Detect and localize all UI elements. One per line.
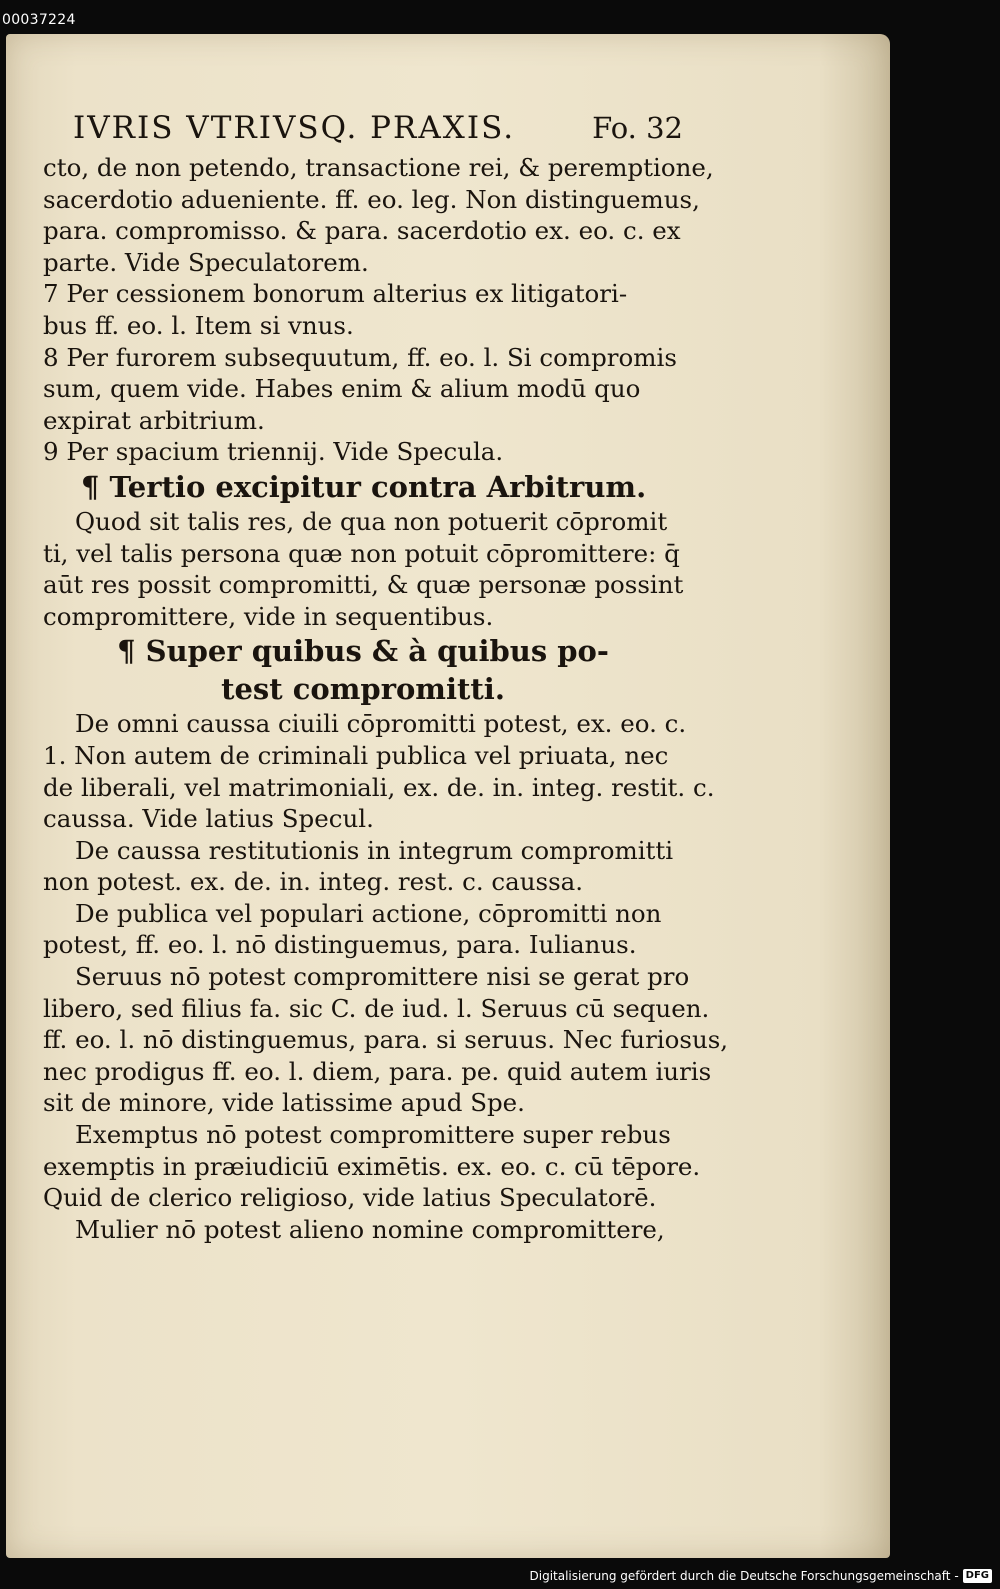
text-line: ti, vel talis persona quæ non potuit cōpromittere: q̄ [43, 538, 680, 568]
text-line: ff. eo. l. nō distinguemus, para. si seruus. Nec furiosus, [43, 1025, 729, 1055]
book-page [6, 34, 890, 1558]
text-line: nec prodigus ff. eo. l. diem, para. pe. quid autem iuris [43, 1056, 712, 1086]
scan-id: 00037224 [2, 12, 76, 28]
credit-text: Digitalisierung gefördert durch die Deutsche Forschungsgemeinschaft - [529, 1569, 959, 1583]
text-line: compromittere, vide in sequentibus. [43, 601, 494, 631]
text-line: De caussa restitutionis in integrum compromitti [75, 835, 674, 865]
text-line: Mulier nō potest alieno nomine compromittere, [75, 1214, 665, 1244]
running-title: IVRIS VTRIVSQ. PRAXIS. [73, 110, 516, 146]
text-line: para. compromisso. & para. sacerdotio ex. eo. c. ex [43, 216, 681, 246]
text-line: expirat arbitrium. [43, 405, 265, 435]
text-line: potest, ff. eo. l. nō distinguemus, para. Iulianus. [43, 930, 637, 960]
text-line: de liberali, vel matrimoniali, ex. de. in. integ. restit. c. [43, 772, 715, 802]
section-heading: ¶ Super quibus & à quibus po- [117, 634, 609, 669]
digitization-credit [530, 1569, 993, 1583]
folio-number: Fo. 32 [592, 111, 683, 145]
text-line: 1. Non autem de criminali publica vel priuata, nec [43, 740, 669, 770]
dfg-logo: DFG [963, 1569, 992, 1583]
text-line: De omni caussa ciuili cōpromitti potest, ex. eo. c. [75, 709, 687, 739]
text-line: sum, quem vide. Habes enim & alium modū quo [43, 374, 641, 404]
text-line: 8 Per furorem subsequutum, ff. eo. l. Si compromis [43, 342, 677, 372]
text-line: non potest. ex. de. in. integ. rest. c. caussa. [43, 867, 584, 897]
text-line: 7 Per cessionem bonorum alterius ex litigatori- [43, 279, 628, 309]
text-line: parte. Vide Speculatorem. [43, 247, 369, 277]
text-line: caussa. Vide latius Specul. [43, 804, 374, 834]
text-line: Quid de clerico religioso, vide latius Speculatorē. [43, 1183, 657, 1213]
text-line: cto, de non petendo, transactione rei, & peremptione, [43, 153, 714, 182]
text-line: Exemptus nō potest compromittere super rebus [75, 1120, 671, 1150]
text-line: bus ff. eo. l. Item si vnus. [43, 310, 354, 340]
text-line: libero, sed filius fa. sic C. de iud. l. Seruus cū sequen. [43, 993, 710, 1023]
text-line: De publica vel populari actione, cōpromitti non [75, 898, 662, 928]
text-lines [43, 152, 729, 1245]
text-line: aūt res possit compromitti, & quæ personæ possint [43, 570, 684, 600]
text-line: exemptis in præiudiciū eximētis. ex. eo. c. cū tēpore. [43, 1151, 701, 1181]
section-heading: test compromitti. [221, 672, 505, 707]
section-heading: ¶ Tertio excipitur contra Arbitrum. [81, 469, 647, 504]
text-line: sacerdotio adueniente. ff. eo. leg. Non distinguemus, [43, 184, 700, 214]
text-line: Seruus nō potest compromittere nisi se gerat pro [75, 962, 690, 992]
running-header [73, 106, 683, 150]
text-line: Quod sit talis res, de qua non potuerit cōpromit [75, 506, 668, 536]
text-line: 9 Per spacium triennij. Vide Specula. [43, 437, 504, 467]
page-text [43, 106, 729, 1245]
text-line: sit de minore, vide latissime apud Spe. [43, 1088, 525, 1118]
